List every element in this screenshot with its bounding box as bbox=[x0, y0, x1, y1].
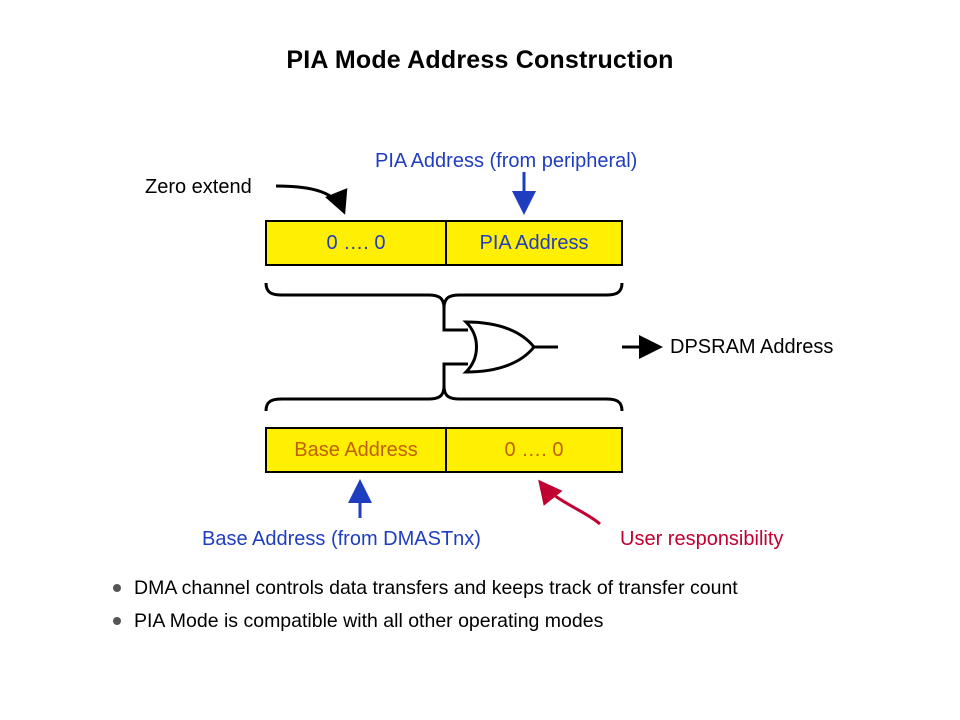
page-title: PIA Mode Address Construction bbox=[286, 46, 674, 74]
bullet-text: DMA channel controls data transfers and keeps track of transfer count bbox=[134, 577, 738, 599]
bullet-dot-icon bbox=[113, 617, 121, 625]
list-item bbox=[113, 575, 933, 601]
bullet-list bbox=[113, 575, 933, 641]
label-user-responsibility: User responsibility bbox=[620, 528, 784, 550]
curly-brace-icon bbox=[266, 386, 622, 411]
register-top-left-field: 0 …. 0 bbox=[267, 222, 447, 264]
curved-up-arrow-icon bbox=[540, 482, 600, 524]
list-item bbox=[113, 608, 933, 634]
brace-to-gate-connector-bottom bbox=[444, 364, 468, 386]
register-top-right-field: PIA Address bbox=[479, 231, 589, 254]
register-bottom-left-field: Base Address bbox=[267, 429, 447, 471]
curly-brace-icon bbox=[266, 283, 622, 308]
register-top bbox=[265, 220, 623, 266]
label-pia-address-source: PIA Address (from peripheral) bbox=[375, 150, 638, 172]
or-gate-icon bbox=[466, 322, 534, 372]
register-bottom bbox=[265, 427, 623, 473]
label-dpsram-address: DPSRAM Address bbox=[670, 336, 834, 358]
bullet-text: PIA Mode is compatible with all other operating modes bbox=[134, 610, 604, 632]
register-bottom-right-field: 0 …. 0 bbox=[504, 438, 564, 461]
curved-arrow-icon bbox=[276, 186, 344, 212]
label-base-address-source: Base Address (from DMASTnx) bbox=[202, 528, 481, 550]
brace-to-gate-connector-top bbox=[444, 308, 468, 330]
label-zero-extend: Zero extend bbox=[145, 176, 252, 198]
bullet-dot-icon bbox=[113, 584, 121, 592]
